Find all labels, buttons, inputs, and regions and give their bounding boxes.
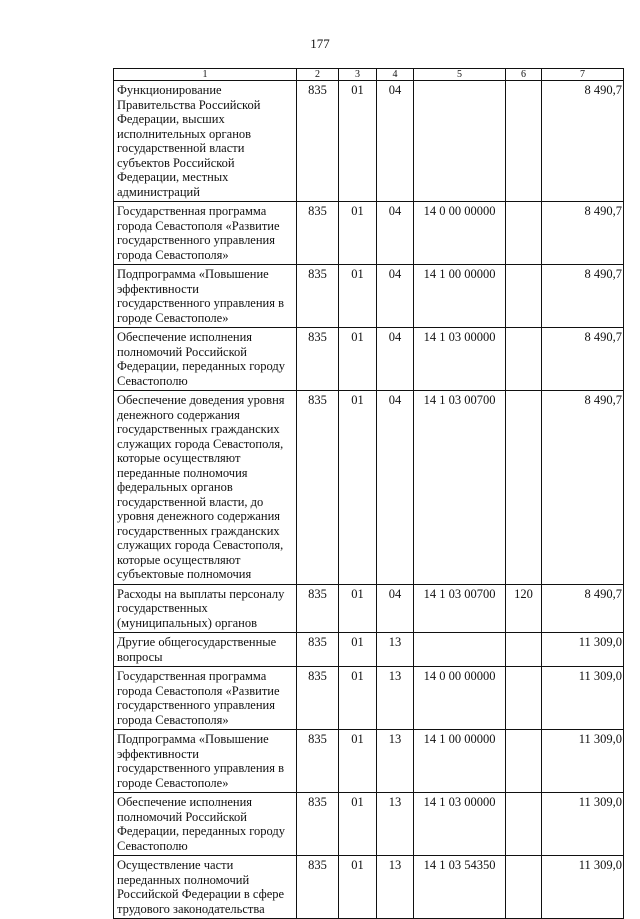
row-amount: 11 309,0 [542,667,624,730]
row-section: 01 [339,391,377,585]
table-row [114,391,624,585]
row-section: 01 [339,328,377,391]
table-row [114,584,624,633]
row-name: Подпрограмма «Повышение эффективности государственного управления в городе Севастополе» [114,265,297,328]
row-name: Обеспечение исполнения полномочий Российской Федерации, переданных городу Севастополю [114,793,297,856]
row-amount: 8 490,7 [542,391,624,585]
row-name: Расходы на выплаты персоналу государственных (муниципальных) органов [114,584,297,633]
table-row [114,202,624,265]
row-name: Государственная программа города Севастополя «Развитие государственного управления города Севастополя» [114,202,297,265]
header-col-3: 3 [339,69,377,81]
row-subsection: 13 [377,730,414,793]
row-target-article [414,81,506,202]
table-row [114,265,624,328]
row-amount: 8 490,7 [542,584,624,633]
row-section: 01 [339,730,377,793]
header-col-4: 4 [377,69,414,81]
page-number: 177 [310,36,330,51]
row-expense-type: 120 [506,584,542,633]
row-name: Подпрограмма «Повышение эффективности государственного управления в городе Севастополе» [114,730,297,793]
row-admin-code: 835 [297,667,339,730]
header-row [114,69,624,81]
row-target-article: 14 0 00 00000 [414,202,506,265]
row-subsection: 04 [377,202,414,265]
header-col-1: 1 [114,69,297,81]
header-col-7: 7 [542,69,624,81]
row-admin-code: 835 [297,793,339,856]
row-expense-type [506,202,542,265]
header-col-6: 6 [506,69,542,81]
row-admin-code: 835 [297,391,339,585]
row-target-article: 14 1 03 00000 [414,328,506,391]
table-row [114,730,624,793]
row-section: 01 [339,667,377,730]
row-admin-code: 835 [297,856,339,919]
row-expense-type [506,328,542,391]
row-subsection: 13 [377,633,414,667]
row-admin-code: 835 [297,265,339,328]
header-col-5: 5 [414,69,506,81]
row-subsection: 04 [377,328,414,391]
row-amount: 11 309,0 [542,633,624,667]
row-subsection: 04 [377,391,414,585]
row-admin-code: 835 [297,202,339,265]
row-expense-type [506,81,542,202]
row-name: Осуществление части переданных полномочий Российской Федерации в сфере трудового законодательства [114,856,297,919]
row-amount: 11 309,0 [542,856,624,919]
row-amount: 8 490,7 [542,265,624,328]
row-name: Обеспечение исполнения полномочий Российской Федерации, переданных городу Севастополю [114,328,297,391]
row-subsection: 04 [377,265,414,328]
row-subsection: 13 [377,667,414,730]
row-target-article: 14 1 03 00700 [414,584,506,633]
row-expense-type [506,730,542,793]
row-admin-code: 835 [297,730,339,793]
table-row [114,633,624,667]
header-col-2: 2 [297,69,339,81]
row-section: 01 [339,202,377,265]
row-target-article [414,633,506,667]
row-expense-type [506,793,542,856]
row-expense-type [506,391,542,585]
row-admin-code: 835 [297,633,339,667]
table-row [114,667,624,730]
row-amount: 8 490,7 [542,81,624,202]
row-section: 01 [339,265,377,328]
row-expense-type [506,265,542,328]
row-amount: 8 490,7 [542,202,624,265]
row-expense-type [506,633,542,667]
row-amount: 11 309,0 [542,730,624,793]
row-subsection: 13 [377,793,414,856]
row-amount: 8 490,7 [542,328,624,391]
row-expense-type [506,856,542,919]
budget-table [113,68,624,919]
row-expense-type [506,667,542,730]
row-target-article: 14 1 00 00000 [414,265,506,328]
table-row [114,793,624,856]
table-row [114,81,624,202]
row-amount: 11 309,0 [542,793,624,856]
row-name: Государственная программа города Севастополя «Развитие государственного управления города Севастополя» [114,667,297,730]
table-row [114,856,624,919]
row-subsection: 13 [377,856,414,919]
row-admin-code: 835 [297,328,339,391]
row-admin-code: 835 [297,81,339,202]
row-admin-code: 835 [297,584,339,633]
row-subsection: 04 [377,81,414,202]
row-section: 01 [339,81,377,202]
row-target-article: 14 0 00 00000 [414,667,506,730]
row-section: 01 [339,584,377,633]
row-target-article: 14 1 00 00000 [414,730,506,793]
row-name: Функционирование Правительства Российской Федерации, высших исполнительных органов государственной власти субъектов Российской Федерации, местных администраций [114,81,297,202]
row-subsection: 04 [377,584,414,633]
row-section: 01 [339,856,377,919]
row-target-article: 14 1 03 00000 [414,793,506,856]
row-section: 01 [339,633,377,667]
row-name: Другие общегосударственные вопросы [114,633,297,667]
table-row [114,328,624,391]
row-target-article: 14 1 03 54350 [414,856,506,919]
row-target-article: 14 1 03 00700 [414,391,506,585]
row-name: Обеспечение доведения уровня денежного содержания государственных гражданских служащих города Севастополя, которые осуществляют переданные полномочия федеральных органов государственной власти, до уровня денежного содержания государственных гражданских служащих города Севастополя, которые осуществляют субъектовые полномочия [114,391,297,585]
row-section: 01 [339,793,377,856]
